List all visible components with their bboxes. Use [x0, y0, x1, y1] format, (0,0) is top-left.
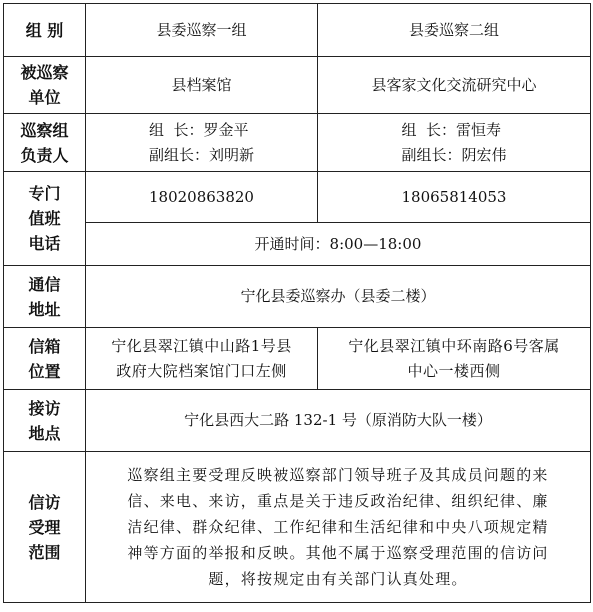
mailing-address: 宁化县委巡察办（县委二楼）	[86, 266, 591, 328]
phone-one: 18020863820	[86, 172, 318, 223]
label-address	[4, 266, 86, 328]
inspection-notice-document	[3, 3, 590, 607]
label-reception-line1: 接访	[28, 398, 61, 418]
mailbox-two	[318, 328, 591, 390]
label-scope-line2: 受理	[28, 517, 61, 537]
label-phone	[4, 172, 86, 266]
leader-one-head: 组 长：罗金平	[148, 120, 249, 139]
label-unit	[4, 57, 86, 114]
row-unit	[4, 57, 591, 114]
label-leader	[4, 114, 86, 172]
phone-two: 18065814053	[318, 172, 591, 223]
label-unit-line1: 被巡察	[20, 63, 69, 82]
scope-line: 题，将按规定由有关部门认真处理。	[208, 570, 468, 588]
group-one-name: 县委巡察一组	[86, 4, 318, 57]
scope-description	[86, 452, 591, 603]
label-scope-line3: 范围	[28, 542, 61, 562]
mailbox-one-line2: 政府大院档案馆门口左侧	[116, 361, 287, 380]
scope-line: 信、来电、来访，重点是关于违反政治纪律、组织纪律、廉	[127, 492, 549, 510]
leader-two-head: 组 长：雷恒寿	[401, 120, 502, 139]
label-mailbox-line1: 信箱	[28, 336, 61, 356]
row-mailbox	[4, 328, 591, 390]
label-leader-line1: 巡察组	[20, 120, 69, 140]
label-address-line2: 地址	[28, 299, 61, 319]
row-address	[4, 266, 591, 328]
leader-two-deputy: 副组长：阴宏伟	[401, 145, 507, 164]
label-leader-line2: 负责人	[20, 145, 69, 165]
label-address-line1: 通信	[28, 274, 61, 294]
label-reception-line2: 地点	[28, 423, 61, 443]
scope-line: 神等方面的举报和反映。其他不属于巡察受理范围的信访问	[127, 544, 549, 562]
label-reception	[4, 390, 86, 452]
scope-line: 巡察组主要受理反映被巡察部门领导班子及其成员问题的来	[127, 466, 549, 484]
label-phone-line3: 电话	[28, 234, 61, 253]
unit-two: 县客家文化交流研究中心	[318, 57, 591, 114]
mailbox-one-line1: 宁化县翠江镇中山路1号县	[111, 336, 292, 355]
label-mailbox-line2: 位置	[28, 361, 61, 381]
row-scope	[4, 452, 591, 603]
mailbox-two-line2: 中心一楼西侧	[407, 361, 501, 380]
mailbox-one	[86, 328, 318, 390]
label-scope-line1: 信访	[28, 492, 61, 512]
row-phone	[4, 172, 591, 223]
label-scope	[4, 452, 86, 603]
label-unit-line2: 单位	[28, 88, 61, 107]
leader-two	[318, 114, 591, 172]
row-reception	[4, 390, 591, 452]
label-phone-line1: 专门	[28, 184, 61, 203]
label-group: 组 别	[4, 4, 86, 57]
inspection-info-table	[3, 3, 591, 603]
leader-one-deputy: 副组长：刘明新	[148, 145, 254, 164]
row-group	[4, 4, 591, 57]
leader-one	[86, 114, 318, 172]
label-phone-line2: 值班	[28, 209, 61, 228]
scope-line: 洁纪律、群众纪律、工作纪律和生活纪律和中央八项规定精	[127, 518, 549, 536]
service-hours: 开通时间：8:00—18:00	[86, 223, 591, 266]
label-mailbox	[4, 328, 86, 390]
unit-one: 县档案馆	[86, 57, 318, 114]
reception-location: 宁化县西大二路 132-1 号（原消防大队一楼）	[86, 390, 591, 452]
group-two-name: 县委巡察二组	[318, 4, 591, 57]
row-hours	[4, 223, 591, 266]
mailbox-two-line1: 宁化县翠江镇中环南路6号客属	[348, 336, 560, 355]
row-leader	[4, 114, 591, 172]
